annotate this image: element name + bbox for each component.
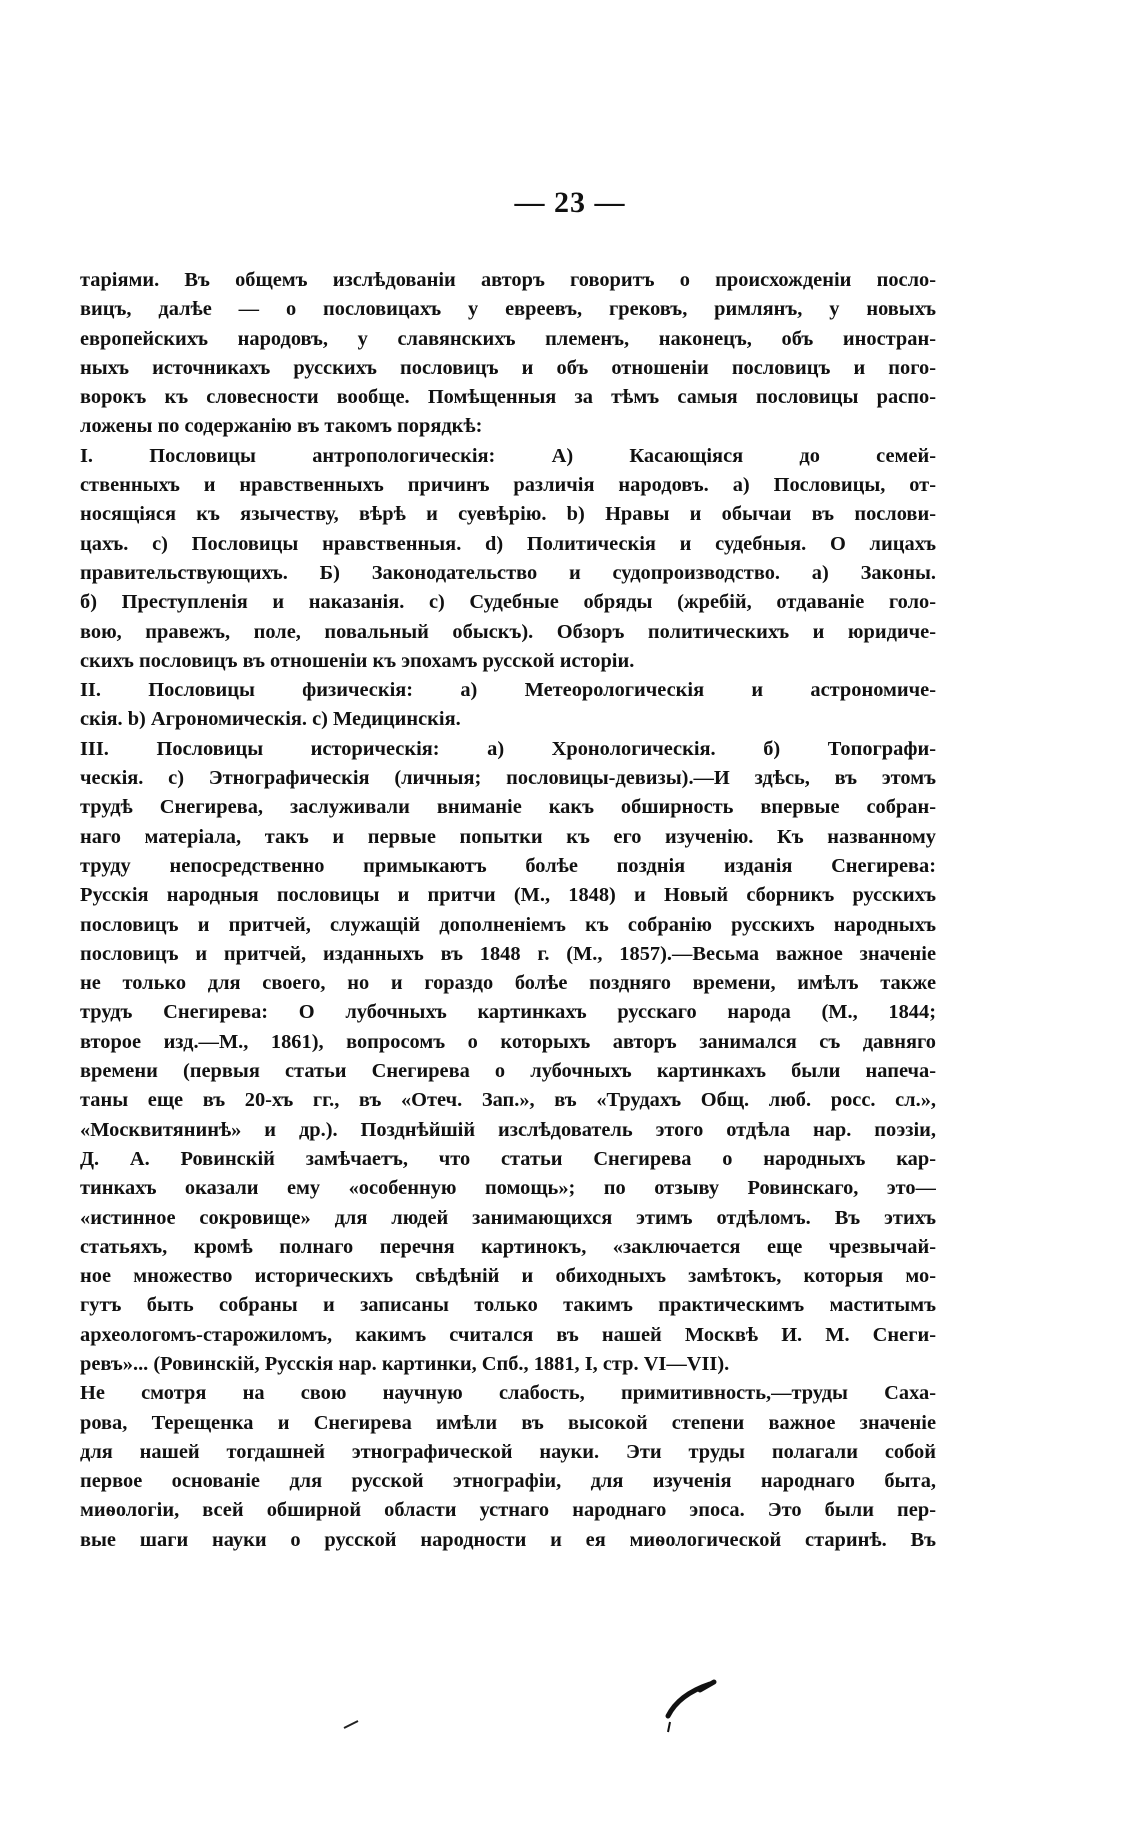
text-line: пословицъ и притчей, изданныхъ въ 1848 г. (М., 1857).—Весьма важное значеніе <box>80 942 936 965</box>
text-line: времени (первыя статьи Снегирева о лубочныхъ картинкахъ были напеча- <box>80 1060 936 1083</box>
text-line: миѳологіи, всей обширной области устнаго народнаго эпоса. Это были пер- <box>80 1499 936 1522</box>
text-line: вицъ, далѣе — о пословицахъ у евреевъ, грековъ, римлянъ, у новыхъ <box>80 298 936 321</box>
text-line: II. Пословицы физическія: а) Метеорологическія и астрономиче- <box>80 679 936 702</box>
text-line: таріями. Въ общемъ изслѣдованіи авторъ говоритъ о происхожденіи посло- <box>80 269 936 291</box>
text-line: б) Преступленія и наказанія. с) Судебные обряды (жребій, отдаваніе голо- <box>80 591 936 614</box>
text-line: не только для своего, но и гораздо болѣе поздняго времени, имѣлъ также <box>80 972 936 995</box>
text-line: вые шаги науки о русской народности и ея миѳологической старинѣ. Въ <box>80 1528 936 1551</box>
text-line: носящіяся къ язычеству, вѣрѣ и суевѣрію. b) Нравы и обычаи въ послови- <box>80 503 936 526</box>
text-line: рова, Терещенка и Снегирева имѣли въ высокой степени важное значеніе <box>80 1411 936 1434</box>
text-line: ворокъ къ словесности вообще. Помѣщенныя за тѣмъ самыя пословицы распо- <box>80 386 936 409</box>
text-line: «истинное сокровище» для людей занимающихся этимъ отдѣломъ. Въ этихъ <box>80 1206 936 1229</box>
pen-stroke-mark <box>640 1660 760 1750</box>
text-line: I. Пословицы антропологическія: А) Касающіяся до семей- <box>80 444 936 467</box>
text-line: трудъ Снегирева: О лубочныхъ картинкахъ русскаго народа (М., 1844; <box>80 1001 936 1024</box>
text-line: ревъ»... (Ровинскій, Русскія нар. картинки, Спб., 1881, I, стр. VI—VII). <box>80 1352 730 1375</box>
text-line: скихъ пословицъ въ отношеніи къ эпохамъ русской исторіи. <box>80 649 635 672</box>
text-line: пословицъ и притчей, служащій дополненіемъ къ собранію русскихъ народныхъ <box>80 913 936 936</box>
text-line: ное множество историческихъ свѣдѣній и обиходныхъ замѣтокъ, которыя мо- <box>80 1265 936 1288</box>
text-line: ственныхъ и нравственныхъ причинъ различія народовъ. а) Пословицы, от- <box>80 474 936 497</box>
text-line: тинкахъ оказали ему «особенную помощь»; по отзыву Ровинскаго, это— <box>80 1177 936 1200</box>
text-line: правительствующихъ. Б) Законодательство и судопроизводство. а) Законы. <box>80 561 936 584</box>
body-text <box>80 266 936 1555</box>
text-line: трудѣ Снегирева, заслуживали вниманіе какъ обширность впервые собран- <box>80 796 936 819</box>
text-line: статьяхъ, кромѣ полнаго перечня картинокъ, «заключается еще чрезвычай- <box>80 1235 936 1258</box>
text-line: труду непосредственно примыкаютъ болѣе позднія изданія Снегирева: <box>80 854 936 877</box>
text-line: цахъ. с) Пословицы нравственныя. d) Политическія и судебныя. О лицахъ <box>80 532 936 555</box>
text-line: «Москвитянинѣ» и др.). Позднѣйшій изслѣдователь этого отдѣла нар. поэзіи, <box>80 1118 936 1141</box>
text-line: скія. b) Агрономическія. с) Медицинскія. <box>80 708 461 731</box>
text-line: для нашей тогдашней этнографической науки. Эти труды полагали собой <box>80 1440 936 1463</box>
text-line: Русскія народныя пословицы и притчи (М., 1848) и Новый сборникъ русскихъ <box>80 884 936 907</box>
text-line: таны еще въ 20-хъ гг., въ «Отеч. Зап.», въ «Трудахъ Общ. люб. росс. сл.», <box>80 1089 936 1112</box>
text-line: III. Пословицы историческія: а) Хронологическія. б) Топографи- <box>80 737 936 760</box>
page-number: — 23 — <box>514 186 626 219</box>
text-line: ческія. с) Этнографическія (личныя; пословицы-девизы).—И здѣсь, въ этомъ <box>80 767 936 790</box>
text-line: Д. А. Ровинскій замѣчаетъ, что статьи Снегирева о народныхъ кар- <box>80 1147 936 1170</box>
ink-dash-mark <box>340 1716 364 1732</box>
text-line: наго матеріала, такъ и первые попытки къ его изученію. Къ названному <box>80 825 936 848</box>
text-line: ложены по содержанію въ такомъ порядкѣ: <box>80 415 483 438</box>
text-line: гутъ быть собраны и записаны только такимъ практическимъ маститымъ <box>80 1294 936 1317</box>
text-line: первое основаніе для русской этнографіи, для изученія народнаго быта, <box>80 1470 936 1493</box>
text-line: Не смотря на свою научную слабость, примитивность,—труды Саха- <box>80 1382 936 1405</box>
text-line: европейскихъ народовъ, у славянскихъ племенъ, наконецъ, объ иностран- <box>80 327 936 350</box>
text-line: ныхъ источникахъ русскихъ пословицъ и объ отношеніи пословицъ и пого- <box>80 356 936 379</box>
text-line: археологомъ-старожиломъ, какимъ считался въ нашей Москвѣ И. М. Снеги- <box>80 1323 936 1346</box>
text-line: второе изд.—М., 1861), вопросомъ о которыхъ авторъ занимался съ давняго <box>80 1030 936 1053</box>
text-line: вою, правежъ, поле, повальный обыскъ). Обзоръ политическихъ и юридиче- <box>80 620 936 643</box>
